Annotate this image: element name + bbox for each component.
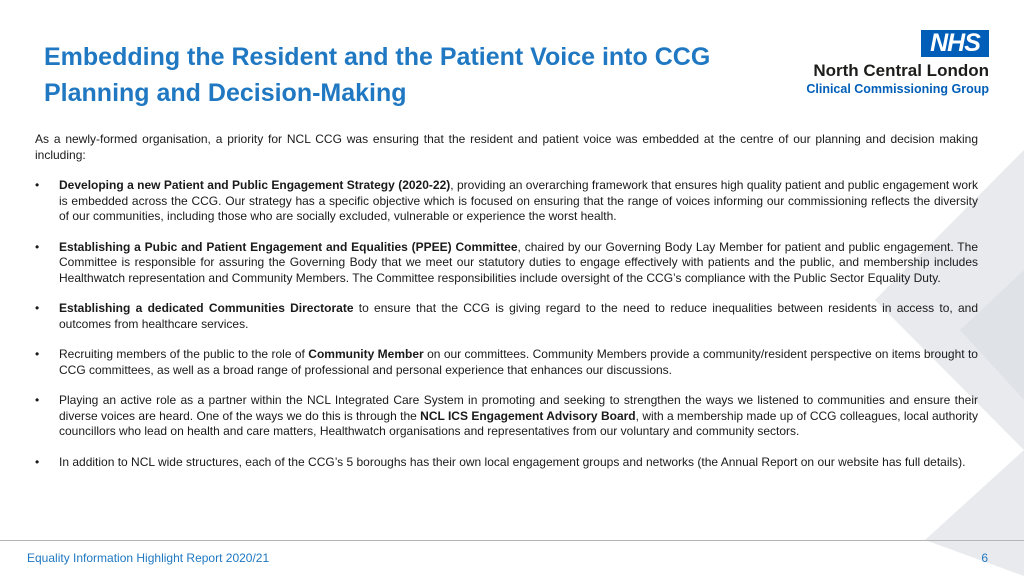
bullet-bold-text: Developing a new Patient and Public Engagement Strategy (2020-22) <box>59 178 451 192</box>
nhs-logo-box: NHS <box>921 30 989 57</box>
bullet-text-before: In addition to NCL wide structures, each of the CCG’s 5 boroughs has their own local engagement groups and networks (the Annual Report on our website has full details). <box>59 454 966 469</box>
bullet-text-after: , with a membership made up of CCG colleagues, local authority councillors who lead on health and care matters, Healthwatch organisations and representatives from our voluntary and community sectors. <box>59 408 978 438</box>
bullet-bold-text: NCL ICS Engagement Advisory Board <box>420 408 636 423</box>
bullet-text-before: Recruiting members of the public to the role of <box>59 347 309 361</box>
footer-divider <box>0 540 1024 541</box>
bullet-icon: • <box>35 178 40 192</box>
body-content <box>35 132 978 485</box>
bullet-text-after: to ensure that the CCG is giving regard to the need to reduce inequalities between residents in access to, and outcomes from healthcare services. <box>59 301 979 331</box>
org-subtitle: Clinical Commissioning Group <box>806 82 989 96</box>
bullet-text-after: , providing an overarching framework that ensures high quality patient and public engagement work is embedded across the CCG. Our strategy has a specific objective which is focused on ensuring that the range of voices informing our commissioning reflects the diversity of our communities, including those who are socially excluded, vulnerable or experience the worst health. <box>59 178 978 223</box>
bullet-text-after: on our committees. Community Members provide a community/resident perspective on items brought to CCG committees, as well as a broad range of professional and personal experience that enhances our discussions. <box>59 347 978 377</box>
bullet-icon: • <box>35 454 40 469</box>
page-number: 6 <box>981 551 988 565</box>
bullet-list <box>35 178 978 470</box>
bullet-item <box>35 393 978 440</box>
bullet-item <box>35 347 978 378</box>
bullet-icon: • <box>35 239 40 254</box>
bullet-item <box>35 178 978 225</box>
bullet-bold-text: Establishing a Pubic and Patient Engagement and Equalities (PPEE) Committee <box>59 239 518 254</box>
page-title: Embedding the Resident and the Patient Voice into CCG Planning and Decision-Making <box>44 43 711 107</box>
org-name: North Central London <box>813 61 989 80</box>
bullet-icon: • <box>35 301 40 315</box>
intro-paragraph: As a newly-formed organisation, a priority for NCL CCG was ensuring that the resident and patient voice was embedded at the centre of our planning and decision making including: <box>35 132 978 162</box>
bullet-item <box>35 301 978 332</box>
bullet-item <box>35 455 978 471</box>
bullet-bold-text: Establishing a dedicated Communities Directorate <box>59 301 354 315</box>
bullet-text-after: , chaired by our Governing Body Lay Member for patient and public engagement. The Committee is responsible for assuring the Governing Body that we meet our statutory duties to engage effectively with patients and the public, and membership includes Healthwatch representation and Community Members. The Committee responsibilities include oversight of the CCG’s compliance with the Public Sector Equality Duty. <box>59 239 978 285</box>
bullet-text-before: Playing an active role as a partner within the NCL Integrated Care System in promoting and seeking to strengthen the ways we listened to communities and ensure their diverse voices are heard. One of the ways we do this is through the <box>59 393 978 423</box>
bullet-icon: • <box>35 393 40 407</box>
bullet-bold-text: Community Member <box>308 347 424 361</box>
bullet-item <box>35 240 978 287</box>
bullet-icon: • <box>35 347 40 361</box>
footer-report-name: Equality Information Highlight Report 2020/21 <box>27 551 270 565</box>
